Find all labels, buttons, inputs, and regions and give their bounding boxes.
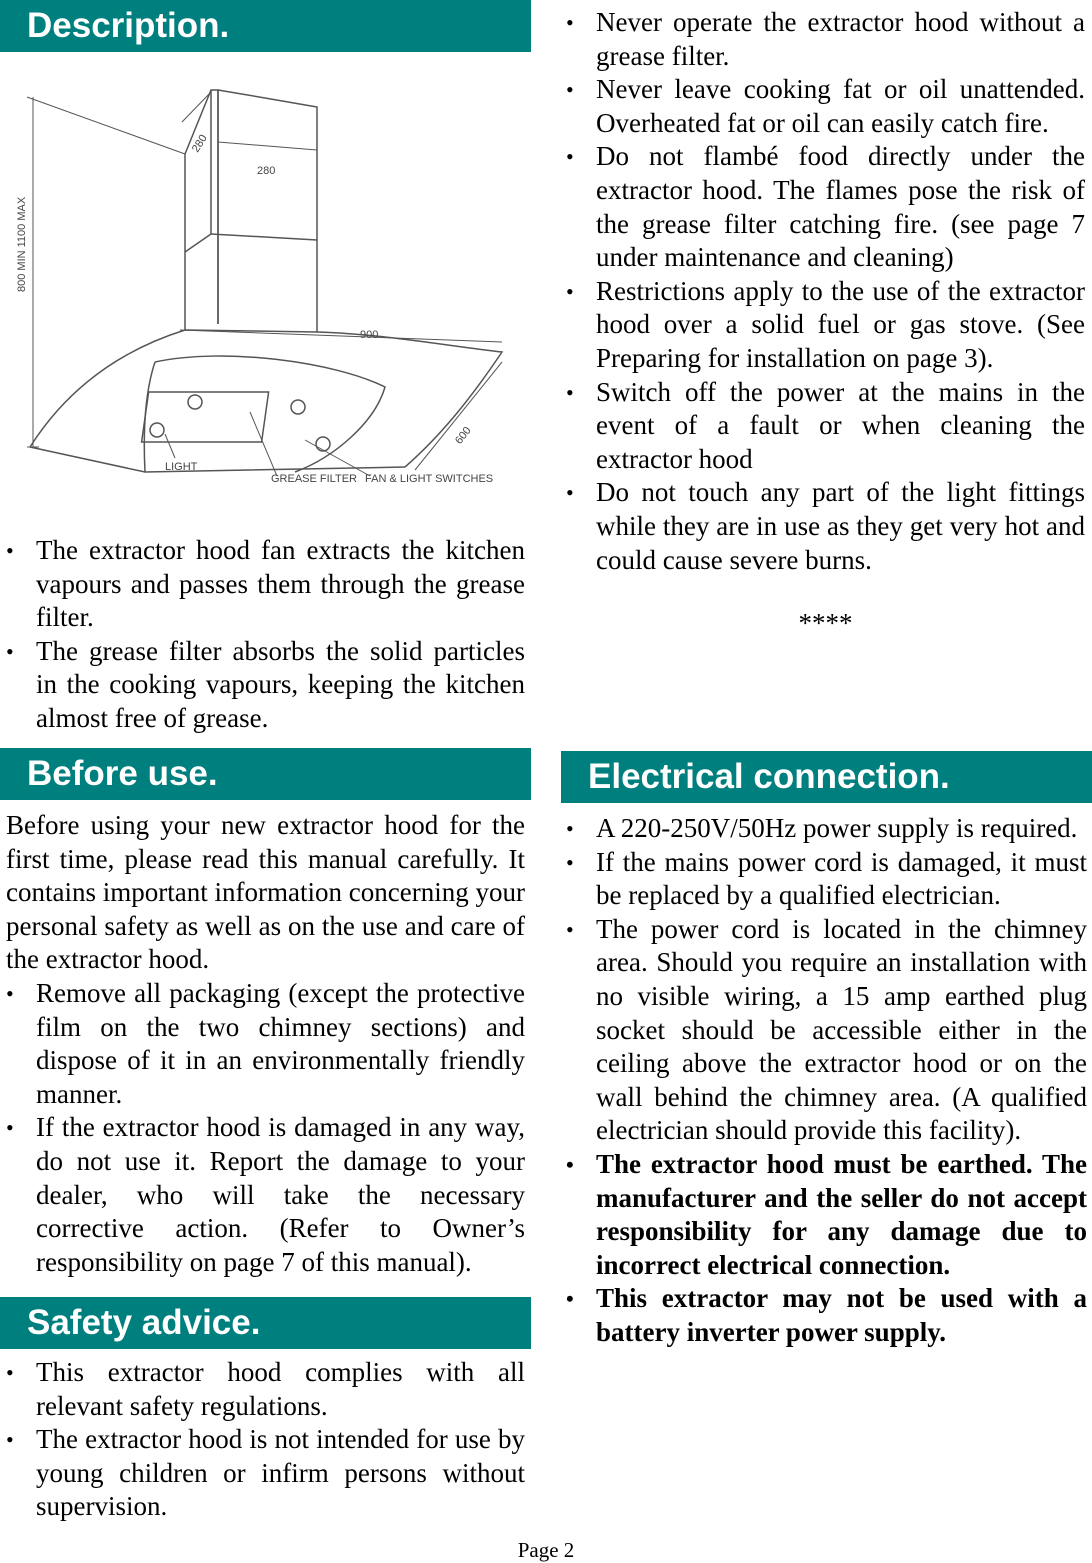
label-switches: FAN & LIGHT SWITCHES (365, 473, 494, 485)
safety-body-right (566, 6, 1085, 641)
dim-top-depth: 280 (189, 132, 210, 155)
safety-heading: Safety advice. (0, 1297, 531, 1349)
list-item: • The extractor hood is not intended for use by young children or infirm persons without supervision. (6, 1423, 525, 1524)
list-item: • Remove all packaging (except the protective film on the two chimney sections) and dispose of it in an environmentally friendly manner. (6, 977, 525, 1111)
electrical-body (566, 812, 1087, 1350)
list-item: • Never leave cooking fat or oil unattended. Overheated fat or oil can easily catch fire. (566, 73, 1085, 140)
electrical-heading: Electrical connection. (561, 751, 1092, 803)
list-item: • The grease filter absorbs the solid particles in the cooking vapours, keeping the kitchen almost free of grease. (6, 635, 525, 736)
description-body (6, 534, 525, 736)
list-item: • Do not touch any part of the light fittings while they are in use as they get very hot and could cause severe burns. (566, 476, 1085, 577)
before-use-heading: Before use. (0, 748, 531, 800)
page-number: Page 2 (517, 1538, 575, 1562)
list-item: • Restrictions apply to the use of the extractor hood over a solid fuel or gas stove. (See Preparing for installation on page 3). (566, 275, 1085, 376)
list-item: • This extractor may not be used with a battery inverter power supply. (566, 1282, 1087, 1349)
list-item: • A 220-250V/50Hz power supply is required. (566, 812, 1087, 846)
list-item: • Do not flambé food directly under the extractor hood. The flames pose the risk of the grease filter catching fire. (see page 7 under maintenance and cleaning) (566, 140, 1085, 274)
section-separator: **** (798, 608, 853, 639)
list-item: • The extractor hood must be earthed. The manufacturer and the seller do not accept responsibility for any damage due to incorrect electrical connection. (566, 1148, 1087, 1282)
list-item: • This extractor hood complies with all relevant safety regulations. (6, 1356, 525, 1423)
description-heading: Description. (0, 0, 531, 52)
list-item: • If the mains power cord is damaged, it must be replaced by a qualified electrician. (566, 846, 1087, 913)
label-grease-filter: GREASE FILTER (271, 473, 357, 485)
before-use-body (6, 809, 525, 1279)
dim-height: 800 MIN 1100 MAX (16, 196, 28, 292)
list-item: • Switch off the power at the mains in the event of a fault or when cleaning the extractor hood (566, 376, 1085, 477)
list-item: • If the extractor hood is damaged in any way, do not use it. Report the damage to your dealer, who will take the necessary corrective action. (Refer to Owner’s responsibility on page 7 of this manual). (6, 1111, 525, 1279)
before-use-intro: Before using your new extractor hood for the first time, please read this manual carefully. It contains important information concerning your personal safety as well as on the use and care of the extractor hood. (6, 810, 525, 975)
list-item: • Never operate the extractor hood without a grease filter. (566, 6, 1085, 73)
chimney-left-edge (185, 90, 218, 324)
list-item: • The power cord is located in the chimney area. Should you require an installation with no visible wiring, a 15 amp earthed plug socket should be accessible either in the ceiling above the extractor hood or on the wall behind the chimney area. (A qualified electrician should provide this facility). (566, 913, 1087, 1148)
dim-width: 900 (360, 329, 379, 341)
label-light: LIGHT (165, 461, 198, 473)
list-item: • The extractor hood fan extracts the kitchen vapours and passes them through the grease filter. (6, 534, 525, 635)
dim-depth: 600 (453, 424, 474, 447)
dim-top-width: 280 (257, 165, 276, 177)
safety-body-left (6, 1356, 525, 1524)
extractor-hood-diagram (5, 62, 530, 502)
